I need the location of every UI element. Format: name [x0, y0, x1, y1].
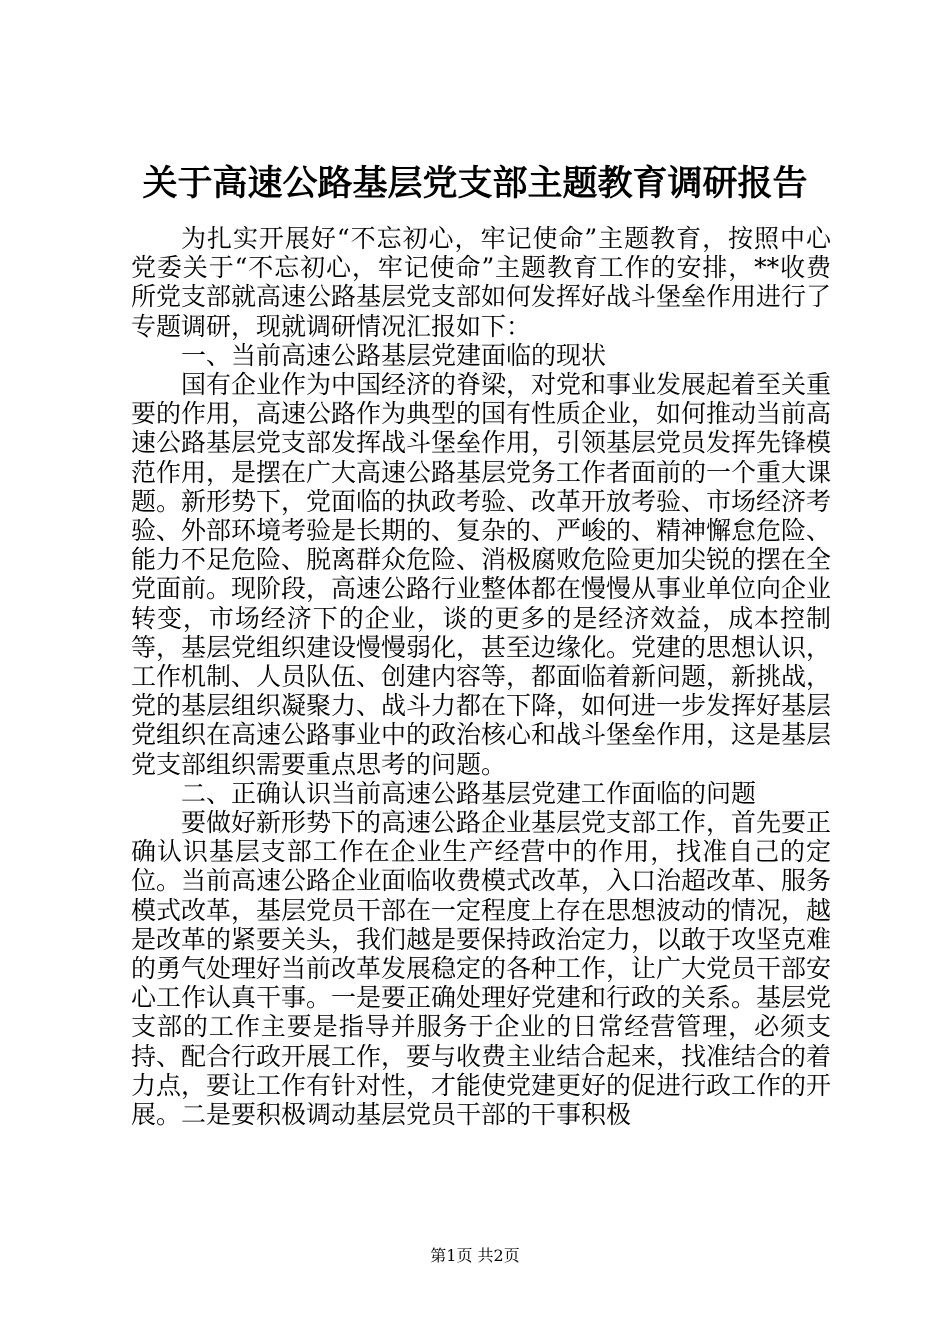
section-1-paragraph: 国有企业作为中国经济的脊梁，对党和事业发展起着至关重要的作用，高速公路作为典型的国有性质企业，如何推动当前高速公路基层党支部发挥战斗堡垒作用，引领基层党员发挥先锋模范作用，是摆在广大高速公路基层党务工作者面前的一个重大课题。新形势下，党面临的执政考验、改革开放考验、市场经济考验、外部环境考验是长期的、复杂的、严峻的、精神懈怠危险、能力不足危险、脱离群众危险、消极腐败危险更加尖锐的摆在全党面前。现阶段，高速公路行业整体都在慢慢从事业单位向企业转变，市场经济下的企业，谈的更多的是经济效益，成本控制等，基层党组织建设慢慢弱化，甚至边缘化。党建的思想认识，工作机制、人员队伍、创建内容等，都面临着新问题，新挑战，党的基层组织凝聚力、战斗力都在下降，如何进一步发挥好基层党组织在高速公路事业中的政治核心和战斗堡垒作用，这是基层党支部组织需要重点思考的问题。 — [131, 370, 832, 779]
document-title: 关于高速公路基层党支部主题教育调研报告 — [142, 163, 808, 204]
page-footer: 第1页 共2页 — [430, 1246, 520, 1265]
section-2-paragraph: 要做好新形势下的高速公路企业基层党支部工作，首先要正确认识基层支部工作在企业生产经营中的作用，找准自己的定位。当前高速公路企业面临收费模式改革，入口治超改革、服务模式改革，基层党员干部在一定程度上存在思想波动的情况，越是改革的紧要关头，我们越是要保持政治定力，以敢于攻坚克难的勇气处理好当前改革发展稳定的各种工作，让广大党员干部安心工作认真干事。一是要正确处理好党建和行政的关系。基层党支部的工作主要是指导并服务于企业的日常经营管理，必须支持、配合行政开展工作，要与收费主业结合起来，找准结合的着力点，要让工作有针对性，才能使党建更好的促进行政工作的开展。二是要积极调动基层党员干部的干事积极 — [131, 808, 832, 1130]
section-heading-1: 一、当前高速公路基层党建面临的现状 — [181, 340, 607, 370]
section-heading-2: 二、正确认识当前高速公路基层党建工作面临的问题 — [181, 778, 757, 808]
intro-paragraph: 为扎实开展好“不忘初心，牢记使命”主题教育，按照中心党委关于“不忘初心，牢记使命”主题教育工作的安排，**收费所党支部就高速公路基层党支部如何发挥好战斗堡垒作用进行了专题调研，现就调研情况汇报如下： — [131, 224, 832, 341]
document-body — [131, 224, 831, 1129]
